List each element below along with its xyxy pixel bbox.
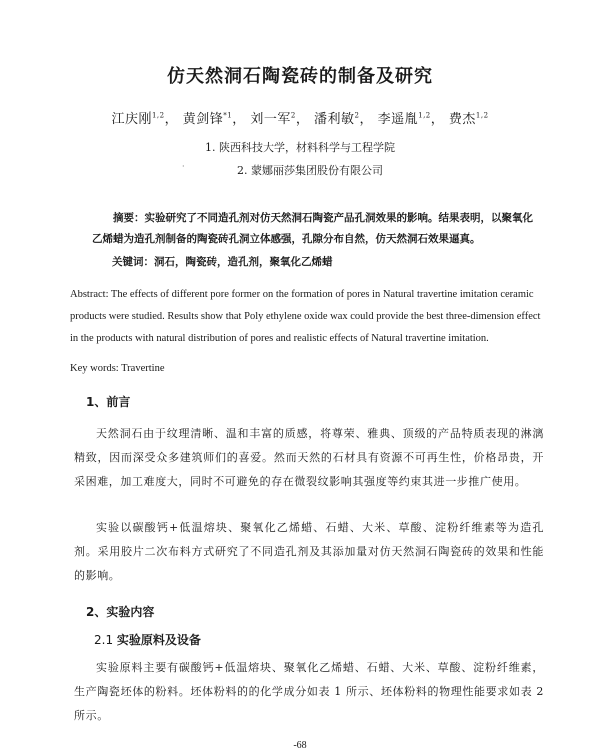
intro-paragraph-2: 实验以碳酸钙+低温熔块、聚氧化乙烯蜡、石蜡、大米、草酸、淀粉纤维素等为造孔剂。采用胶片二次布料方式研究了不同造孔剂及其添加量对仿天然洞石陶瓷砖的效果和性能的影响。 — [74, 521, 544, 582]
subsection-number: 2.1 — [94, 633, 114, 647]
subsection-heading — [94, 631, 201, 648]
author-affil-mark: 1,2 — [418, 111, 431, 120]
subsection-title: 实验原料及设备 — [116, 633, 201, 647]
author-affil-mark: 2 — [354, 111, 360, 120]
author-affil-mark: 1,2 — [151, 111, 165, 120]
affiliation-2: 2. 蒙娜丽莎集团股份有限公司 — [237, 164, 383, 177]
abstract-english: Abstract: The effects of different pore former on the formation of pores in Natural travertine imitation ceramic products were studied. Results show that Poly ethylene oxide wax could provide the best three-dimension effect in the products with natural distribution of pores and realistic effects of Natural travertine imitation. — [70, 289, 541, 344]
author-name: 费杰 — [448, 112, 476, 127]
paper-title: 仿天然洞石陶瓷砖的制备及研究 — [167, 66, 433, 87]
author-name: 刘一军 — [250, 112, 291, 127]
section-heading-intro: 1、前言 — [86, 395, 131, 409]
section-heading-experiment: 2、实验内容 — [86, 605, 155, 619]
author-name: 潘利敏 — [313, 112, 355, 127]
author-list: 江庆刚$^{1,2}$， 黄剑锋$^{*1}$， 刘一军$^2$， 潘利敏$^2$， 李遥胤$^{1,2}$， 费杰$^{1,2}$ — [111, 111, 489, 127]
author-affil-mark: *1 — [223, 111, 233, 120]
abstract-chinese: 摘要：实验研究了不同造孔剂对仿天然洞石陶瓷产品孔洞效果的影响。结果表明，以聚氧化乙烯蜡为造孔剂制备的陶瓷砖孔洞立体感强，孔隙分布自然，仿天然洞石效果逼真。 — [92, 212, 533, 245]
author-name: 黄剑锋 — [182, 112, 224, 127]
author-affil-mark: 2 — [290, 111, 296, 120]
intro-paragraph-1: 天然洞石由于纹理清晰、温和丰富的质感，将尊荣、雅典、顶级的产品特质表现的淋漓精致，因而深受众多建筑师们的喜爱。然而天然的石材具有资源不可再生性，价格昂贵，开采困难，加工难度大，同时不可避免的存在微裂纹影响其强度等约束其进一步推广使用。 — [74, 427, 544, 488]
affiliation-1: 1. 陕西科技大学，材料科学与工程学院 — [205, 141, 395, 154]
author-name: 江庆刚 — [111, 112, 152, 127]
page-number: -68 — [293, 740, 307, 751]
author-affil-mark: 1,2 — [475, 111, 489, 120]
experiment-paragraph-1: 实验原料主要有碳酸钙+低温熔块、聚氧化乙烯蜡、石蜡、大米、草酸、淀粉纤维素，生产陶瓷坯体的粉料。坯体粉料的的化学成分如表 1 所示、坯体粉料的物理性能要求如表 2 所示。 — [74, 661, 544, 722]
scan-speck: · — [182, 162, 185, 171]
keywords-chinese: 关键词：洞石，陶瓷砖，造孔剂，聚氧化乙烯蜡 — [112, 256, 333, 268]
keywords-english: Key words: Travertine — [70, 363, 165, 374]
author-name: 李遥胤 — [377, 112, 419, 127]
